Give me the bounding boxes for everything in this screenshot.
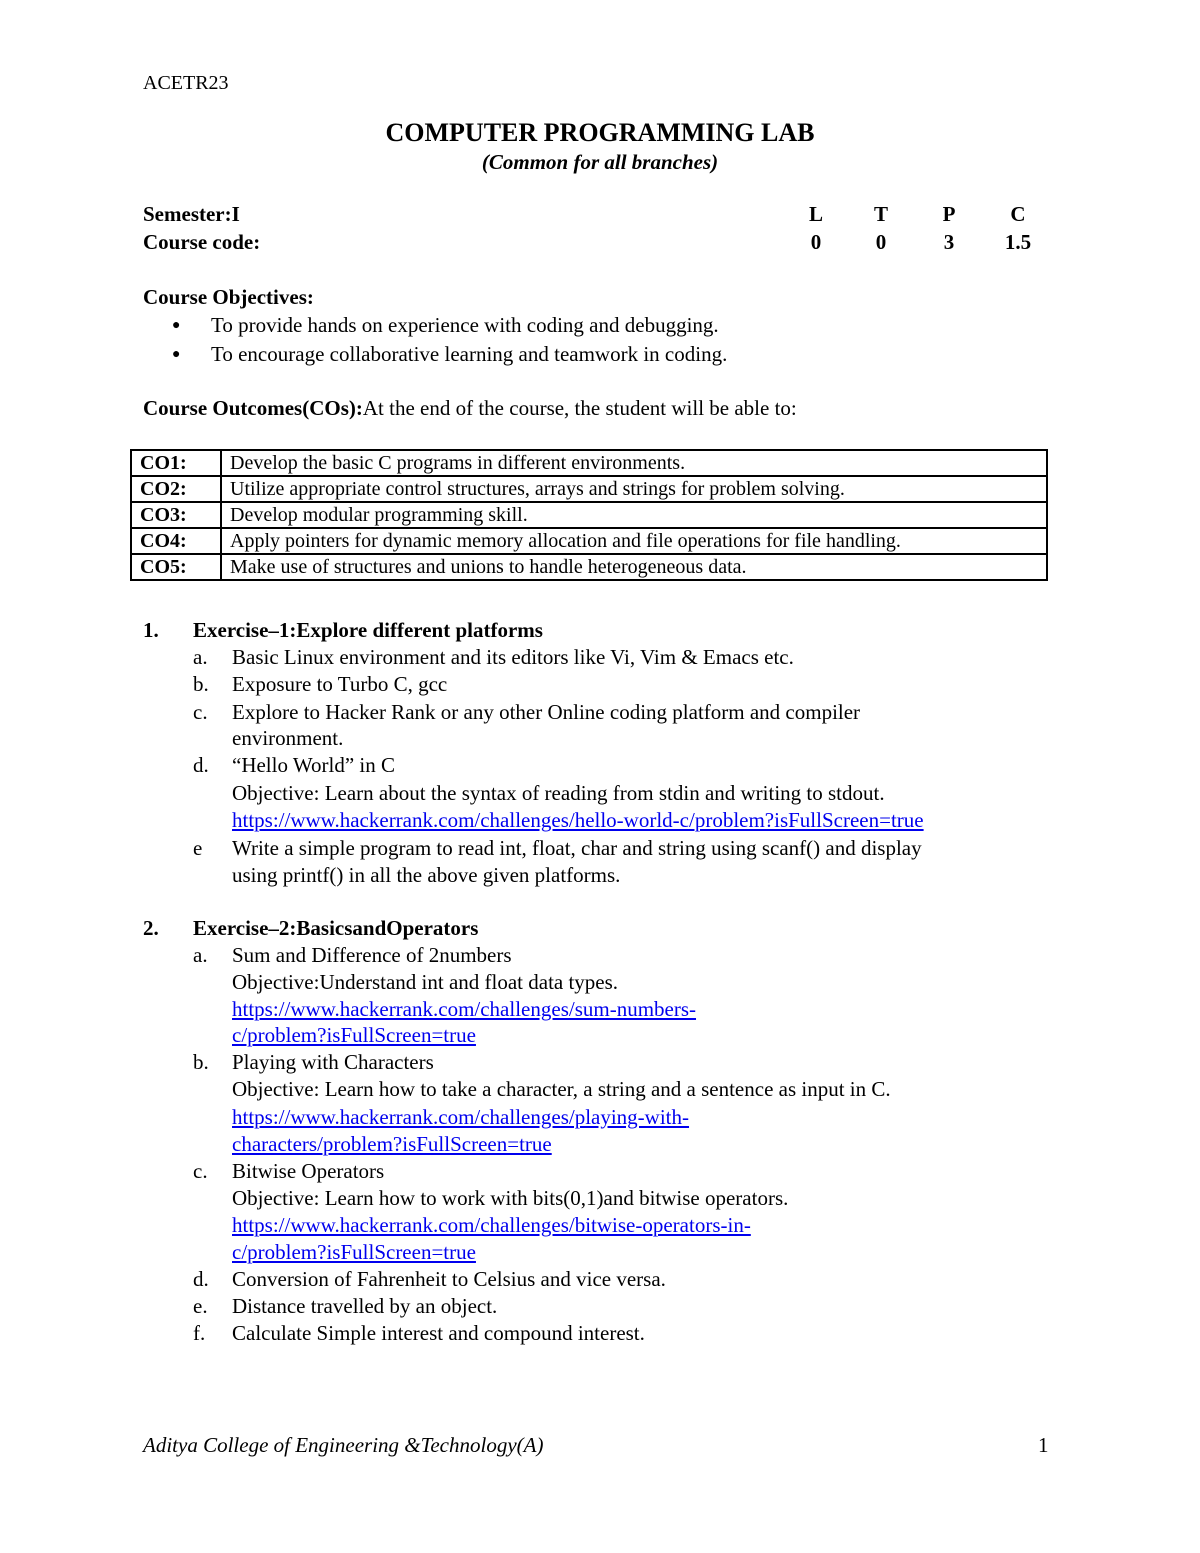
hackerrank-link[interactable]: https://www.hackerrank.com/challenges/hello-world-c/problem?isFullScreen=true bbox=[232, 808, 924, 832]
hackerrank-link[interactable]: characters/problem?isFullScreen=true bbox=[232, 1132, 552, 1156]
ltpc-value-c: 1.5 bbox=[1004, 230, 1032, 254]
table-row bbox=[131, 450, 1047, 476]
co-text: Make use of structures and unions to handle heterogeneous data. bbox=[221, 554, 1047, 580]
outcomes-intro: At the end of the course, the student will be able to: bbox=[362, 396, 797, 420]
item-text: Sum and Difference of 2numbers bbox=[232, 943, 512, 967]
item-objective: Objective: Learn how to take a character, a string and a sentence as input in C. bbox=[232, 1077, 891, 1101]
ltpc-value-t: 0 bbox=[875, 230, 887, 254]
exercise-title: Exercise–1:Explore different platforms bbox=[193, 618, 543, 642]
item-text: Conversion of Fahrenheit to Celsius and vice versa. bbox=[232, 1267, 666, 1291]
header-code: ACETR23 bbox=[143, 72, 229, 94]
hackerrank-link[interactable]: c/problem?isFullScreen=true bbox=[232, 1023, 476, 1047]
ltpc-header-t: T bbox=[873, 202, 888, 226]
item-text: Bitwise Operators bbox=[232, 1159, 385, 1183]
hackerrank-link[interactable]: c/problem?isFullScreen=true bbox=[232, 1240, 476, 1264]
hackerrank-link[interactable]: https://www.hackerrank.com/challenges/bitwise-operators-in- bbox=[232, 1213, 751, 1237]
item-label: b. bbox=[193, 672, 209, 696]
table-row bbox=[131, 476, 1047, 502]
item-label: f. bbox=[193, 1321, 206, 1345]
item-text: Distance travelled by an object. bbox=[232, 1294, 498, 1318]
co-text: Utilize appropriate control structures, arrays and strings for problem solving. bbox=[221, 476, 1047, 502]
objective-item: To encourage collaborative learning and teamwork in coding. bbox=[211, 342, 728, 366]
co-id: CO1: bbox=[131, 450, 221, 476]
exercise-title: Exercise–2:BasicsandOperators bbox=[193, 916, 479, 940]
hackerrank-link[interactable]: https://www.hackerrank.com/challenges/playing-with- bbox=[232, 1105, 690, 1129]
item-text: Write a simple program to read int, float, char and string using scanf() and display bbox=[232, 836, 922, 860]
item-text: Exposure to Turbo C, gcc bbox=[232, 672, 448, 696]
item-label: e. bbox=[193, 1294, 208, 1318]
co-id: CO3: bbox=[131, 502, 221, 528]
ltpc-value-l: 0 bbox=[810, 230, 822, 254]
co-text: Apply pointers for dynamic memory allocation and file operations for file handling. bbox=[221, 528, 1047, 554]
ltpc-header-l: L bbox=[808, 202, 823, 226]
item-label: d. bbox=[193, 1267, 209, 1291]
footer-college: Aditya College of Engineering &Technology(A) bbox=[143, 1433, 544, 1457]
semester-label: Semester:I bbox=[143, 202, 240, 226]
co-text: Develop the basic C programs in different environments. bbox=[221, 450, 1047, 476]
item-label: b. bbox=[193, 1050, 209, 1074]
item-objective: Objective: Learn how to work with bits(0,1)and bitwise operators. bbox=[232, 1186, 789, 1210]
co-id: CO2: bbox=[131, 476, 221, 502]
table-row bbox=[131, 502, 1047, 528]
item-label: c. bbox=[193, 1159, 208, 1183]
co-id: CO4: bbox=[131, 528, 221, 554]
item-label: a. bbox=[193, 645, 208, 669]
table-row bbox=[131, 554, 1047, 580]
item-text: Basic Linux environment and its editors like Vi, Vim & Emacs etc. bbox=[232, 645, 794, 669]
item-label: c. bbox=[193, 700, 208, 724]
exercise-number: 2. bbox=[143, 916, 159, 940]
ltpc-value-p: 3 bbox=[943, 230, 955, 254]
exercise-number: 1. bbox=[143, 618, 159, 642]
item-text: using printf() in all the above given platforms. bbox=[232, 863, 621, 887]
item-text: Calculate Simple interest and compound interest. bbox=[232, 1321, 645, 1345]
page-subtitle: (Common for all branches) bbox=[481, 150, 719, 174]
item-text: “Hello World” in C bbox=[232, 753, 395, 777]
course-code-label: Course code: bbox=[143, 230, 261, 254]
course-outcomes-table bbox=[130, 449, 1048, 581]
item-objective: Objective:Understand int and float data types. bbox=[232, 970, 619, 994]
page-number: 1 bbox=[1038, 1433, 1049, 1457]
item-objective: Objective: Learn about the syntax of reading from stdin and writing to stdout. bbox=[232, 781, 885, 805]
hackerrank-link[interactable]: https://www.hackerrank.com/challenges/sum-numbers- bbox=[232, 997, 697, 1021]
outcomes-intro-line bbox=[143, 396, 797, 421]
item-label: a. bbox=[193, 943, 208, 967]
table-row bbox=[131, 528, 1047, 554]
ltpc-header-p: P bbox=[942, 202, 956, 226]
ltpc-header-c: C bbox=[1010, 202, 1026, 226]
objectives-heading: Course Objectives: bbox=[143, 285, 314, 309]
bullet-icon: ● bbox=[172, 318, 181, 333]
item-text: Explore to Hacker Rank or any other Online coding platform and compiler bbox=[232, 700, 861, 724]
co-id: CO5: bbox=[131, 554, 221, 580]
item-label: e bbox=[193, 836, 203, 860]
objective-item: To provide hands on experience with coding and debugging. bbox=[211, 313, 719, 337]
bullet-icon: ● bbox=[172, 347, 181, 362]
item-text: Playing with Characters bbox=[232, 1050, 434, 1074]
page-title: COMPUTER PROGRAMMING LAB bbox=[385, 118, 815, 147]
co-text: Develop modular programming skill. bbox=[221, 502, 1047, 528]
item-label: d. bbox=[193, 753, 209, 777]
item-text: environment. bbox=[232, 726, 344, 750]
outcomes-heading: Course Outcomes(COs): bbox=[143, 396, 363, 420]
